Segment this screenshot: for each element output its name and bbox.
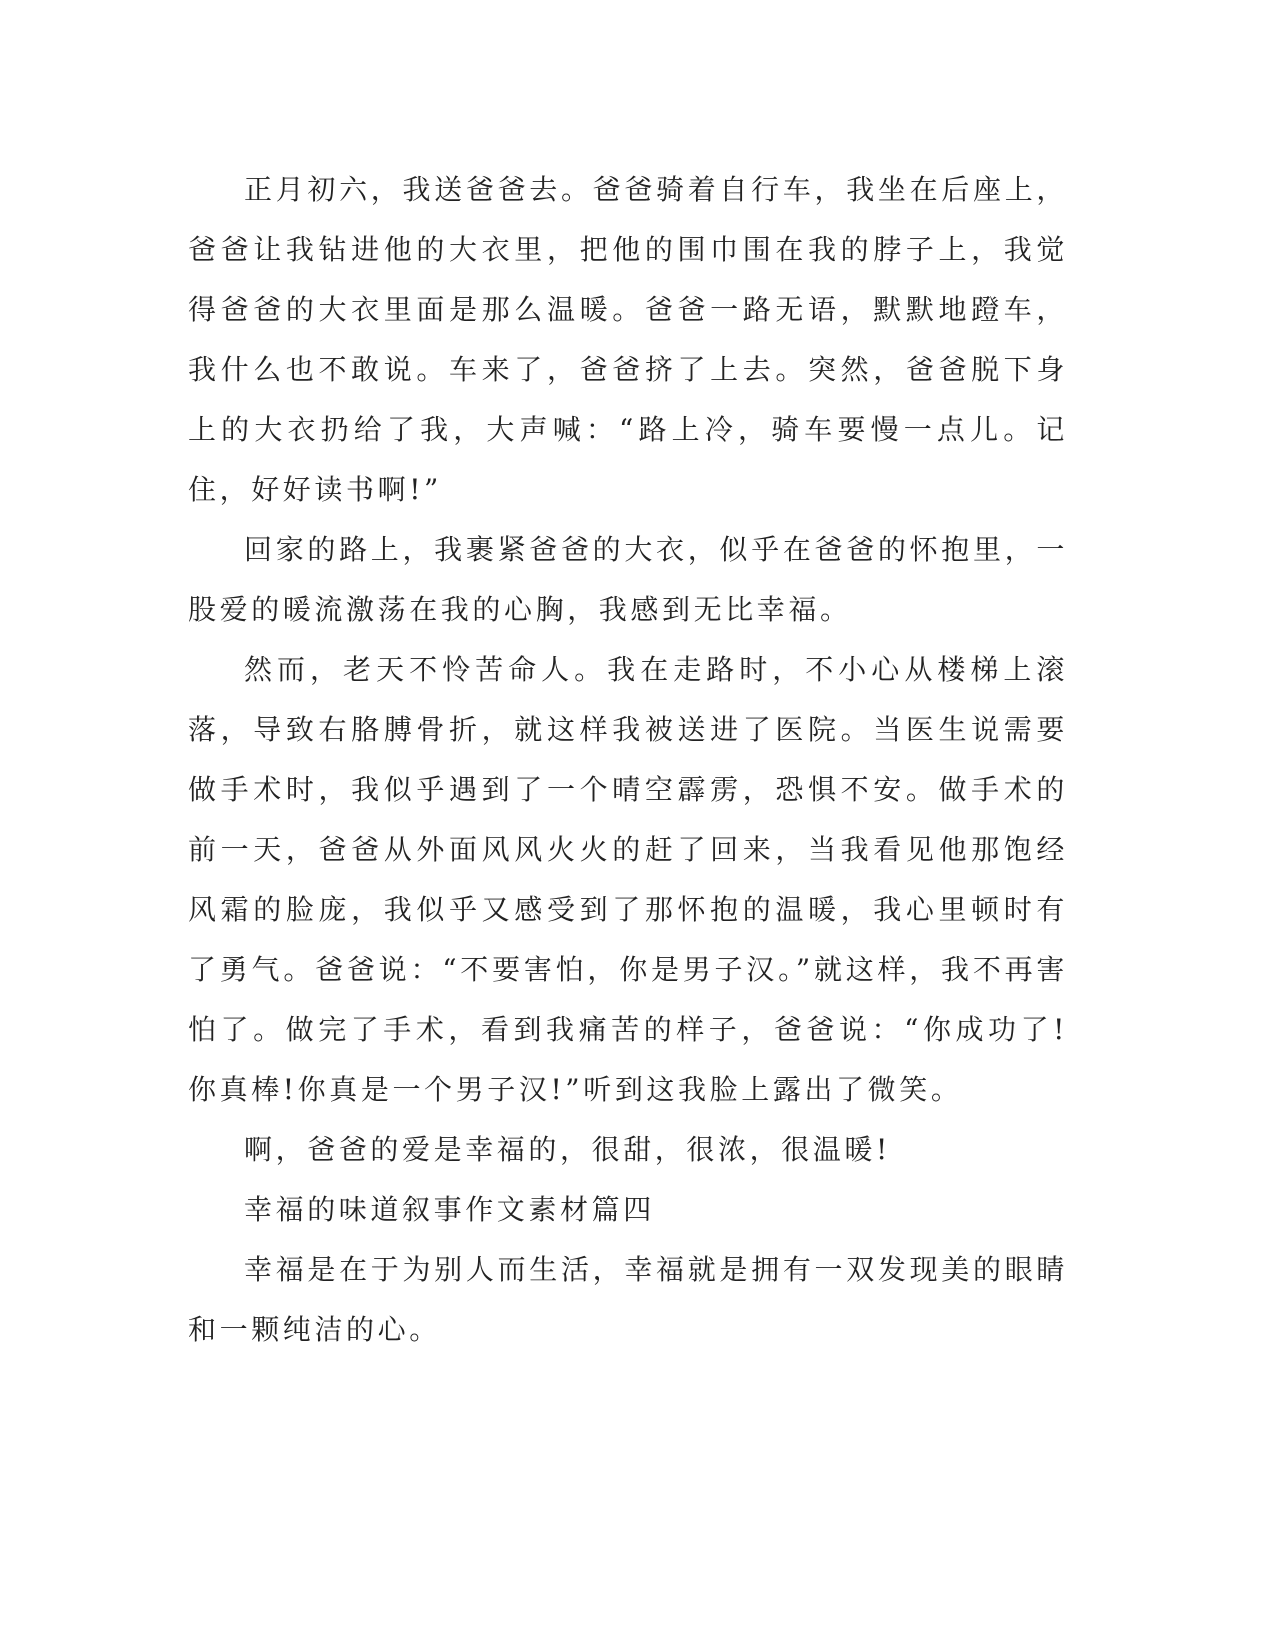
paragraph-3: 然而，老天不怜苦命人。我在走路时，不小心从楼梯上滚落，导致右胳膊骨折，就这样我被送进了医院。当医生说需要做手术时，我似乎遇到了一个晴空霹雳，恐惧不安。做手术的前一天，爸爸从外面风风火火的赶了回来，当我看见他那饱经风霜的脸庞，我似乎又感受到了那怀抱的温暖，我心里顿时有了勇气。爸爸说：“不要害怕，你是男子汉。”就这样，我不再害怕了。做完了手术，看到我痛苦的样子，爸爸说：“你成功了!你真棒!你真是一个男子汉!”听到这我脸上露出了微笑。 xyxy=(188,653,1068,1106)
paragraph-4: 啊，爸爸的爱是幸福的，很甜，很浓，很温暖! xyxy=(244,1133,891,1166)
paragraph-5: 幸福是在于为别人而生活，幸福就是拥有一双发现美的眼睛和一颗纯洁的心。 xyxy=(188,1253,1068,1346)
document-body xyxy=(188,160,1068,1360)
section-heading: 幸福的味道叙事作文素材篇四 xyxy=(244,1193,655,1226)
paragraph-2: 回家的路上，我裹紧爸爸的大衣，似乎在爸爸的怀抱里，一股爱的暖流激荡在我的心胸，我感到无比幸福。 xyxy=(188,533,1068,626)
paragraph-1: 正月初六，我送爸爸去。爸爸骑着自行车，我坐在后座上，爸爸让我钻进他的大衣里，把他的围巾围在我的脖子上，我觉得爸爸的大衣里面是那么温暖。爸爸一路无语，默默地蹬车，我什么也不敢说。车来了，爸爸挤了上去。突然，爸爸脱下身上的大衣扔给了我，大声喊：“路上冷，骑车要慢一点儿。记住，好好读书啊!” xyxy=(188,173,1068,506)
